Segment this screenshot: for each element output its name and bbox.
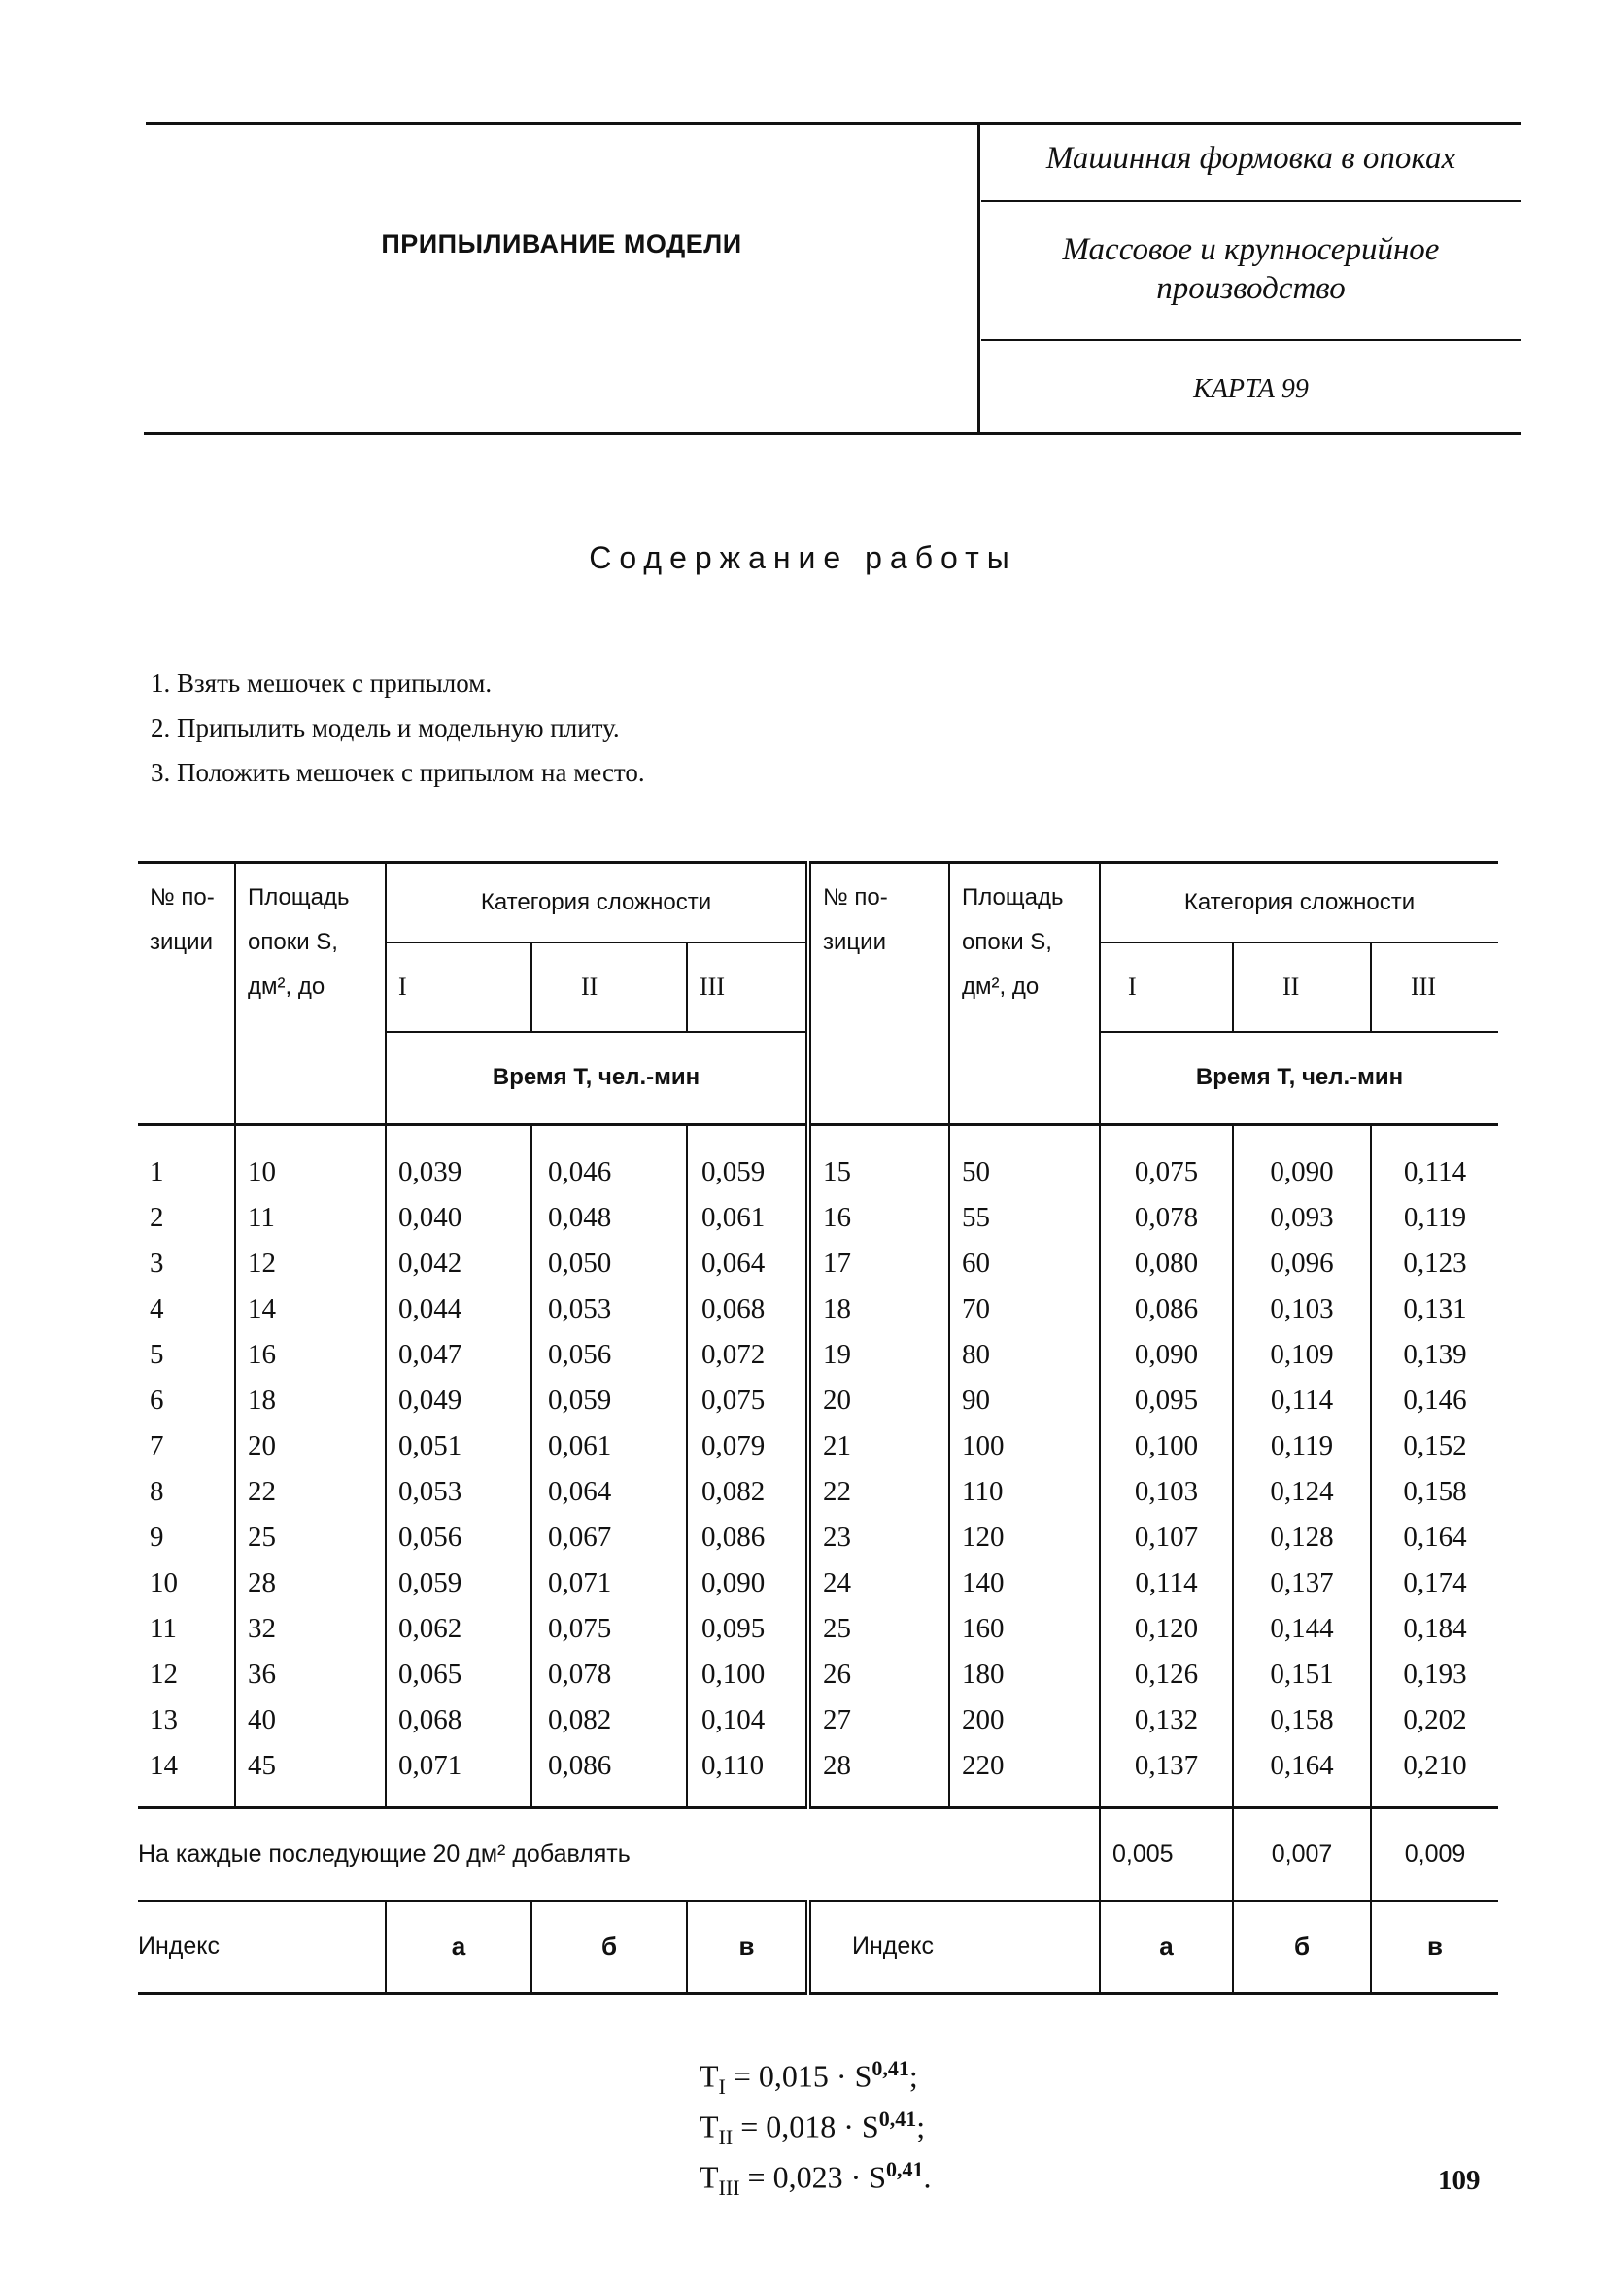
table-cell: 90 [949,1378,1100,1423]
table-cell: 32 [235,1606,386,1652]
table-cell: 0,072 [687,1332,808,1378]
table-cell: 0,067 [531,1515,687,1560]
header-area-line: дм², до [248,974,325,1000]
formula-t: T [700,2058,719,2094]
table-cell: 0,124 [1233,1469,1371,1515]
table-cell: 0,068 [687,1286,808,1332]
formula-exp: 0,41 [878,2107,917,2131]
header-position-line: зиции [823,929,886,955]
table-cell: 0,086 [687,1515,808,1560]
table-cell: 0,046 [531,1125,687,1196]
table-row [138,1515,1498,1560]
table-cell: 5 [150,1339,164,1370]
table-cell: 25 [235,1515,386,1560]
index-label: Индекс [138,1901,386,1994]
table-cell: 17 [808,1241,949,1286]
formula-t: T [700,2108,719,2144]
table-cell: 0,184 [1371,1606,1498,1652]
table-row [138,1286,1498,1332]
header-top-rule [146,122,1521,125]
index-letter: в [687,1901,808,1994]
table-cell: 0,100 [687,1652,808,1697]
table-cell: 45 [235,1743,386,1808]
header-area-line: опоки S, [962,929,1052,955]
table-cell: 0,100 [1100,1423,1233,1469]
table-cell: 0,158 [1233,1697,1371,1743]
table-cell: 50 [949,1125,1100,1196]
table-cell: 3 [150,1248,164,1279]
table-cell: 0,056 [531,1332,687,1378]
table-cell: 0,082 [531,1697,687,1743]
table-cell: 8 [150,1476,164,1507]
table-cell: 21 [808,1423,949,1469]
norms-table-wrapper [138,861,1498,1995]
table-cell: 0,040 [386,1195,531,1241]
table-row [138,1423,1498,1469]
addition-label: На каждые последующие 20 дм² добавлять [138,1808,1100,1902]
table-cell: 0,095 [1100,1378,1233,1423]
table-cell: 0,193 [1371,1652,1498,1697]
header-area [949,863,1100,1125]
table-cell: 0,047 [386,1332,531,1378]
table-cell: 160 [949,1606,1100,1652]
header-area-line: Площадь [962,884,1064,910]
work-step: 2. Припылить модель и модельную плиту. [151,713,620,742]
table-cell: 0,075 [687,1378,808,1423]
table-cell: 22 [808,1469,949,1515]
table-cell: 0,103 [1233,1286,1371,1332]
table-cell: 0,137 [1233,1560,1371,1606]
table-cell: 180 [949,1652,1100,1697]
table-cell: 0,090 [687,1560,808,1606]
page-number: 109 [1438,2165,1481,2196]
table-cell: 0,202 [1371,1697,1498,1743]
table-cell: 18 [235,1378,386,1423]
category-ii: II [531,942,687,1032]
table-cell: 80 [949,1332,1100,1378]
table-cell: 36 [235,1652,386,1697]
header-category: Категория сложности [386,863,808,942]
table-cell: 0,123 [1371,1241,1498,1286]
table-cell: 19 [808,1332,949,1378]
table-cell: 0,050 [531,1241,687,1286]
table-cell: 0,082 [687,1469,808,1515]
table-cell: 0,144 [1233,1606,1371,1652]
table-cell: 0,075 [1100,1125,1233,1196]
table-cell: 0,107 [1100,1515,1233,1560]
formula-1: $T_I = 0,015 \cdot S^{0,41}$; [700,2056,918,2100]
table-cell: 0,164 [1233,1743,1371,1808]
table-cell: 0,119 [1233,1423,1371,1469]
table-row [138,1652,1498,1697]
table-cell: 12 [150,1659,178,1690]
header-area [235,863,386,1125]
table-cell: 55 [949,1195,1100,1241]
header-position-line: зиции [150,929,213,955]
formula-exp: 0,41 [871,2056,909,2080]
header-area-line: Площадь [248,884,350,910]
table-cell: 0,059 [687,1125,808,1196]
table-cell: 0,164 [1371,1515,1498,1560]
page-title: ПРИПЫЛИВАНИЕ МОДЕЛИ [381,229,742,258]
table-cell: 0,078 [531,1652,687,1697]
work-step: 1. Взять мешочек с припылом. [151,668,493,698]
table-cell: 13 [150,1704,178,1735]
category-i: I [386,942,531,1032]
header-category: Категория сложности [1100,863,1498,942]
table-cell: 220 [949,1743,1100,1808]
formula-sub: II [718,2125,734,2150]
table-cell: 10 [235,1125,386,1196]
category-ii: II [1233,942,1371,1032]
formula-sub: I [718,2074,726,2100]
table-cell: 2 [150,1202,164,1233]
table-cell: 0,210 [1371,1743,1498,1808]
table-cell: 0,139 [1371,1332,1498,1378]
table-cell: 0,109 [1233,1332,1371,1378]
card-number: КАРТА 99 [1193,374,1309,404]
index-letter: а [1100,1901,1233,1994]
time-header: Время Т, чел.-мин [386,1032,808,1125]
addition-value: 0,005 [1100,1808,1233,1902]
table-cell: 140 [949,1560,1100,1606]
addition-value: 0,007 [1233,1808,1371,1902]
table-cell: 200 [949,1697,1100,1743]
table-row [138,1241,1498,1286]
header-rule-1 [981,200,1521,202]
table-cell: 0,104 [687,1697,808,1743]
table-cell: 11 [150,1613,177,1644]
table-cell: 0,049 [386,1378,531,1423]
time-header: Время Т, чел.-мин [1100,1032,1498,1125]
table-cell: 20 [808,1378,949,1423]
table-cell: 0,075 [531,1606,687,1652]
header-area-line: опоки S, [248,929,338,955]
header-area-line: дм², до [962,974,1040,1000]
table-row [138,1332,1498,1378]
table-cell: 0,065 [386,1652,531,1697]
header-position-line: № по- [150,884,215,910]
table-cell: 16 [808,1195,949,1241]
formula-end: ; [908,2058,918,2094]
table-cell: 1 [138,1125,235,1196]
table-cell: 0,062 [386,1606,531,1652]
formula-2: $T_{II} = 0,018 \cdot S^{0,41}$; [700,2107,926,2150]
category-i: I [1100,942,1233,1032]
production-label [981,231,1521,308]
category-iii: III [687,942,808,1032]
index-row [138,1901,1498,1994]
category-iii: III [1371,942,1498,1032]
table-cell: 23 [808,1515,949,1560]
formula-s: S [869,2159,887,2195]
index-letter: б [1233,1901,1371,1994]
table-row [138,1560,1498,1606]
table-cell: 0,103 [1100,1469,1233,1515]
table-cell: 0,095 [687,1606,808,1652]
table-cell: 27 [808,1697,949,1743]
table-cell: 0,146 [1371,1378,1498,1423]
index-letter: в [1371,1901,1498,1994]
table-cell: 0,151 [1233,1652,1371,1697]
table-cell: 18 [808,1286,949,1332]
table-cell: 4 [150,1293,164,1324]
header-bottom-rule [144,432,1521,435]
table-cell: 0,053 [386,1469,531,1515]
table-cell: 0,110 [687,1743,808,1808]
table-cell: 0,090 [1233,1125,1371,1196]
table-cell: 0,152 [1371,1423,1498,1469]
section-heading: Содержание работы [589,540,1017,575]
table-row [138,1195,1498,1241]
formula-s: S [861,2108,879,2144]
table-row [138,1469,1498,1515]
table-cell: 0,131 [1371,1286,1498,1332]
table-cell: 0,114 [1233,1378,1371,1423]
table-cell: 0,064 [531,1469,687,1515]
formula-exp: 0,41 [886,2157,924,2181]
table-cell: 0,080 [1100,1241,1233,1286]
table-cell: 20 [235,1423,386,1469]
table-cell: 60 [949,1241,1100,1286]
index-label: Индекс [808,1901,1100,1994]
formula-3: $T_{III} = 0,023 \cdot S^{0,41}$. [700,2157,932,2201]
production-line-1: Массовое и крупносерийное [1062,232,1440,267]
table-cell: 110 [949,1469,1100,1515]
table-cell: 11 [235,1195,386,1241]
index-letter: а [386,1901,531,1994]
table-cell: 0,120 [1100,1606,1233,1652]
table-cell: 0,059 [386,1560,531,1606]
formulas [700,2043,932,2201]
norms-table [138,861,1498,1995]
table-cell: 0,071 [386,1743,531,1808]
table-cell: 0,068 [386,1697,531,1743]
table-row [138,1378,1498,1423]
formula-coef: 0,018 [766,2108,837,2144]
header-divider [977,124,980,433]
index-letter: б [531,1901,687,1994]
table-cell: 0,114 [1371,1125,1498,1196]
table-cell: 0,114 [1100,1560,1233,1606]
table-cell: 25 [808,1606,949,1652]
formula-t: T [700,2159,719,2195]
table-cell: 0,093 [1233,1195,1371,1241]
category-label: Машинная формовка в опоках [1045,141,1456,176]
table-cell: 0,132 [1100,1697,1233,1743]
table-row [138,1125,1498,1196]
table-cell: 0,053 [531,1286,687,1332]
header-position-line: № по- [823,884,888,910]
table-cell: 0,048 [531,1195,687,1241]
table-row [138,1743,1498,1808]
table-cell: 15 [808,1125,949,1196]
table-cell: 0,061 [687,1195,808,1241]
addition-value: 0,009 [1371,1808,1498,1902]
table-cell: 0,061 [531,1423,687,1469]
table-cell: 0,042 [386,1241,531,1286]
table-cell: 0,039 [386,1125,531,1196]
formula-coef: 0,015 [758,2058,829,2094]
table-row [138,1697,1498,1743]
table-cell: 0,090 [1100,1332,1233,1378]
table-cell: 28 [235,1560,386,1606]
table-cell: 40 [235,1697,386,1743]
formula-coef: 0,023 [772,2159,843,2195]
header-rule-2 [981,339,1521,341]
table-cell: 28 [808,1743,949,1808]
production-line-2: производство [1156,270,1346,306]
table-cell: 6 [150,1385,164,1416]
table-row [138,1606,1498,1652]
table-cell: 14 [150,1750,178,1781]
table-cell: 0,078 [1100,1195,1233,1241]
table-cell: 0,096 [1233,1241,1371,1286]
work-steps-list [151,661,645,795]
table-cell: 0,044 [386,1286,531,1332]
table-cell: 70 [949,1286,1100,1332]
table-cell: 0,071 [531,1560,687,1606]
formula-s: S [854,2058,872,2094]
table-cell: 16 [235,1332,386,1378]
formula-end: . [923,2159,932,2195]
table-cell: 0,051 [386,1423,531,1469]
table-cell: 12 [235,1241,386,1286]
table-cell: 10 [150,1567,178,1598]
table-cell: 0,137 [1100,1743,1233,1808]
table-cell: 0,174 [1371,1560,1498,1606]
table-cell: 26 [808,1652,949,1697]
table-cell: 0,158 [1371,1469,1498,1515]
header-position [808,863,949,1125]
table-cell: 14 [235,1286,386,1332]
table-cell: 0,086 [531,1743,687,1808]
table-cell: 100 [949,1423,1100,1469]
table-cell: 0,126 [1100,1652,1233,1697]
table-cell: 0,128 [1233,1515,1371,1560]
formula-end: ; [916,2108,926,2144]
table-cell: 120 [949,1515,1100,1560]
addition-row [138,1808,1498,1902]
table-cell: 0,079 [687,1423,808,1469]
table-cell: 9 [150,1522,164,1553]
table-cell: 0,056 [386,1515,531,1560]
table-cell: 7 [150,1430,164,1461]
work-step: 3. Положить мешочек с припылом на место. [151,758,645,787]
table-cell: 24 [808,1560,949,1606]
header-position [138,863,235,1125]
table-cell: 0,064 [687,1241,808,1286]
table-cell: 0,059 [531,1378,687,1423]
table-cell: 22 [235,1469,386,1515]
formula-sub: III [718,2176,740,2201]
table-cell: 0,086 [1100,1286,1233,1332]
table-cell: 0,119 [1371,1195,1498,1241]
